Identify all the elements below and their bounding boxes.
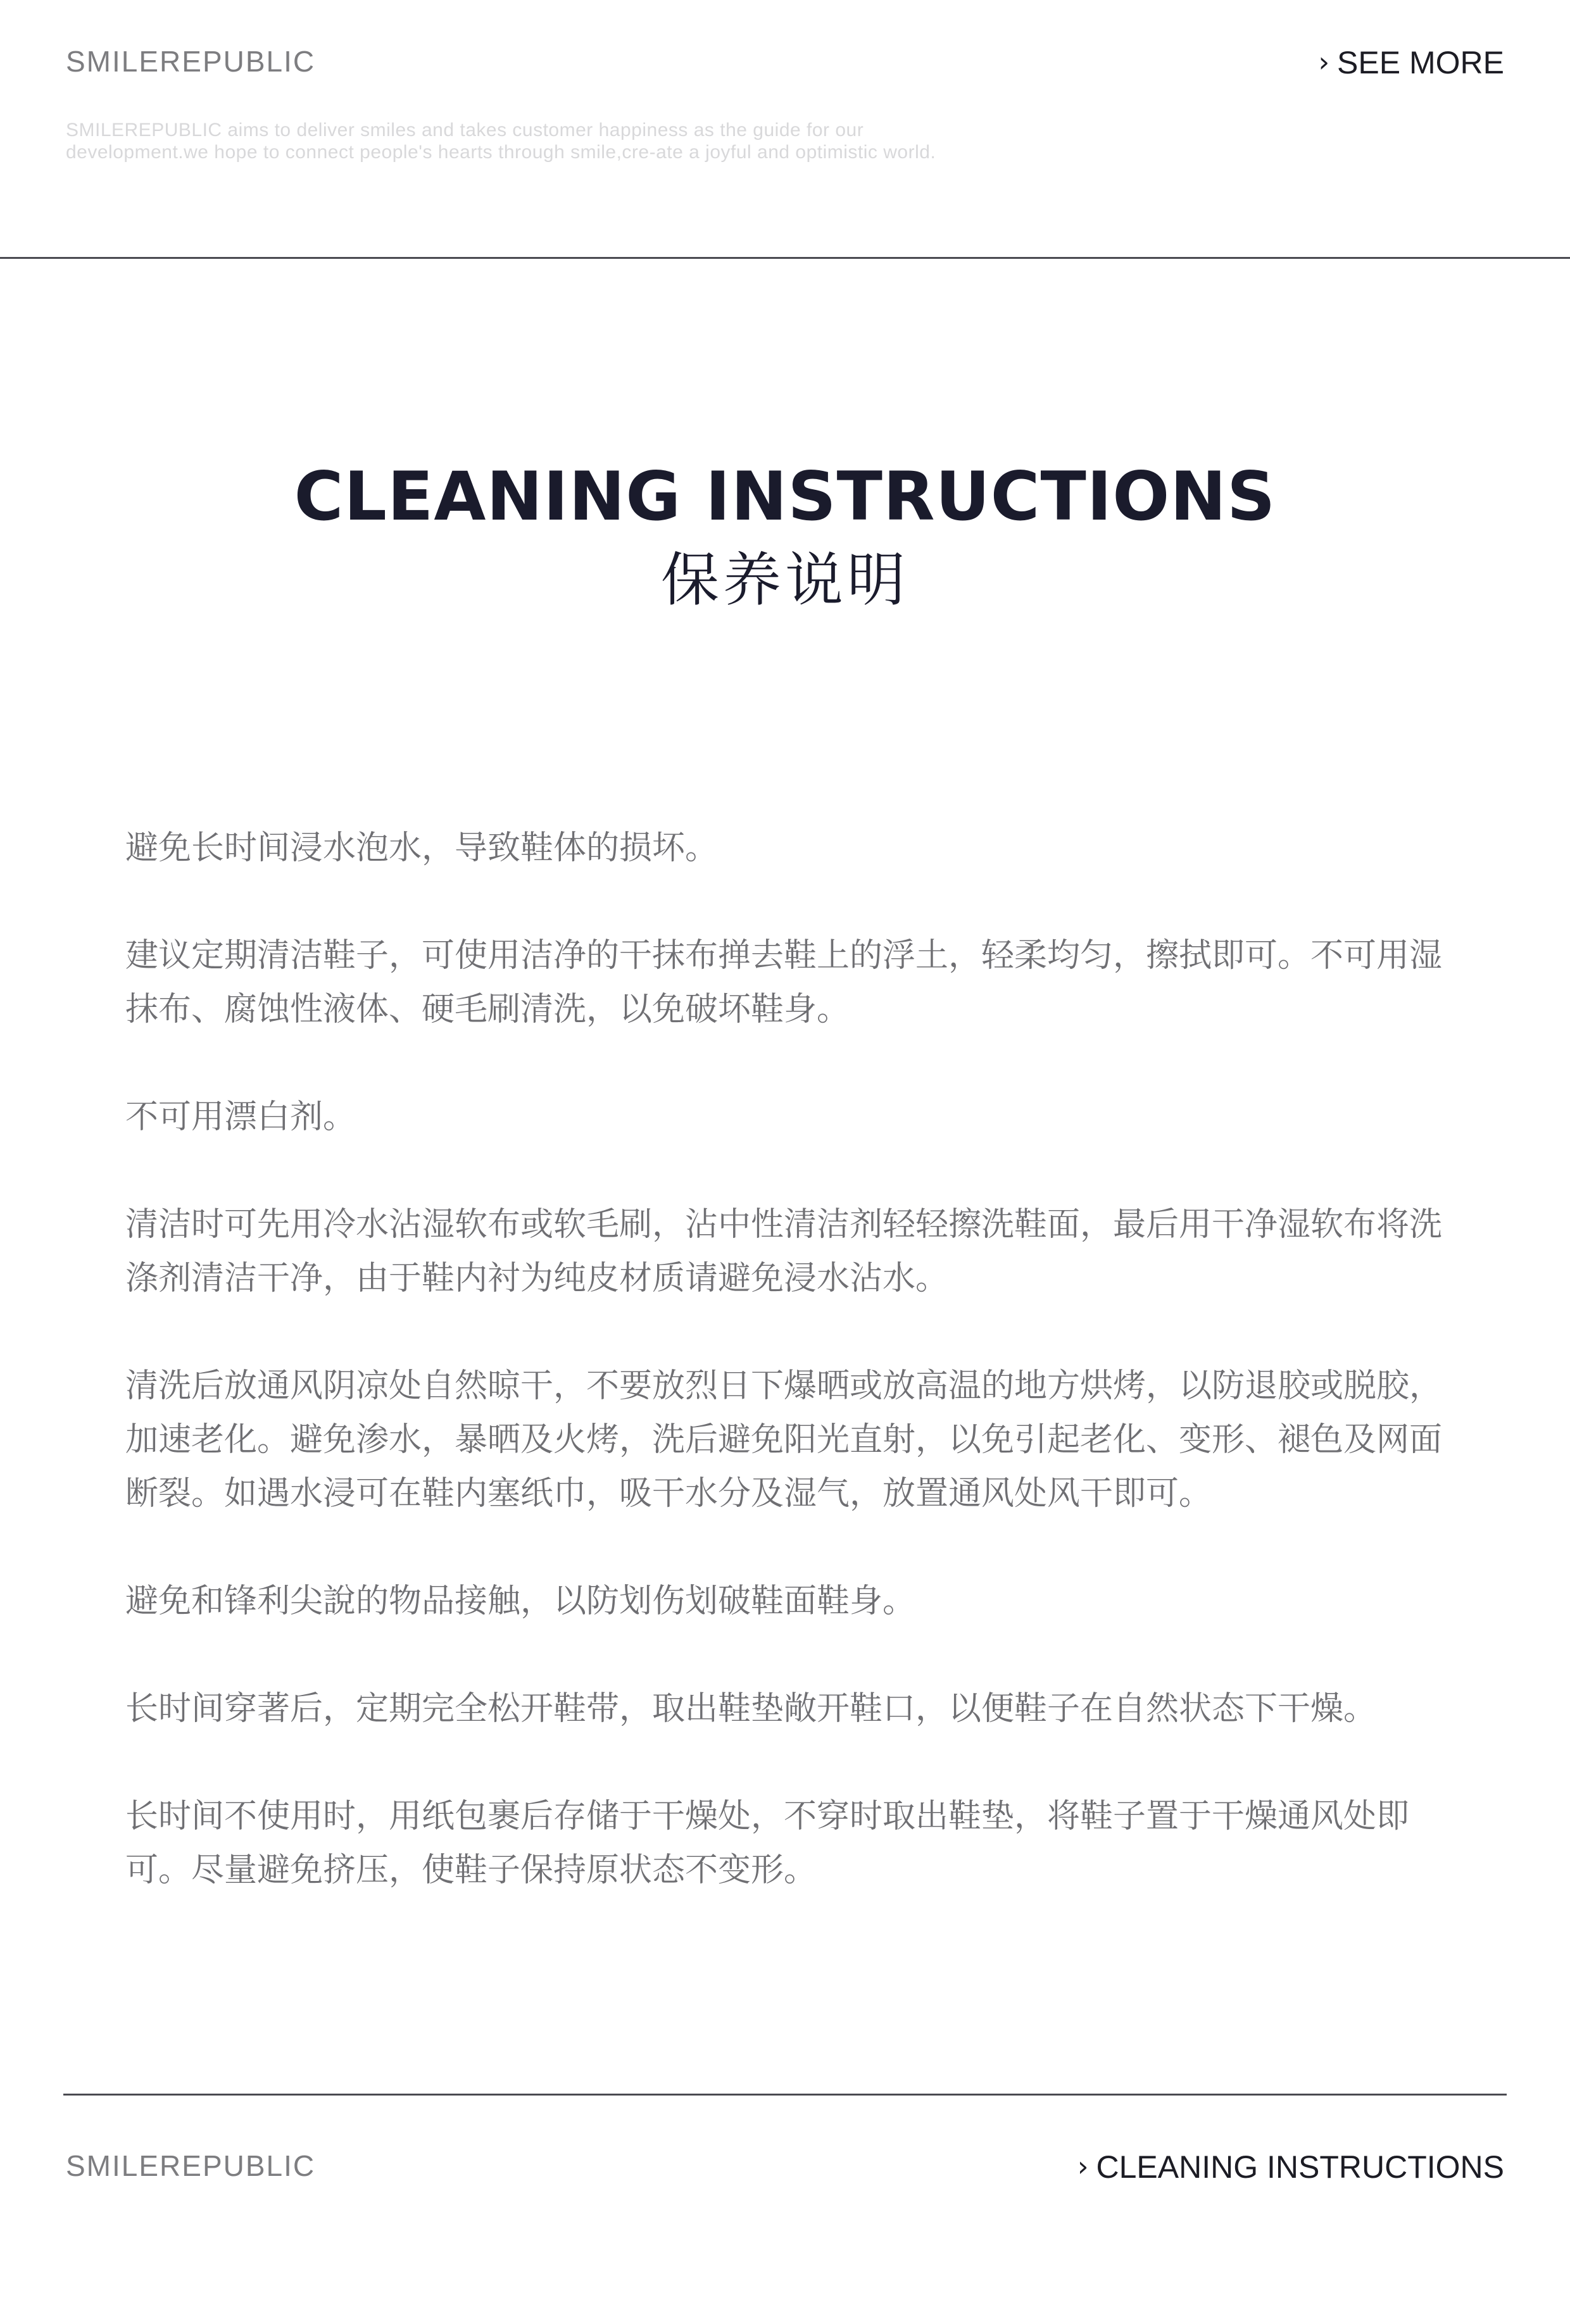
page-title: CLEANING INSTRUCTIONS	[294, 458, 1276, 535]
instruction-paragraph: 长时间不使用时，用纸包裹后存储于干燥处，不穿时取出鞋垫，将鞋子置于干燥通风处即可。尽量避免挤压，使鞋子保持原状态不变形。	[125, 1797, 1410, 1889]
chevron-right-icon: ›	[1077, 2151, 1089, 2183]
footer-divider	[63, 2094, 1507, 2096]
title-block	[0, 456, 1570, 615]
instruction-paragraph: 不可用漂白剂。	[125, 1098, 356, 1136]
header-divider	[0, 257, 1570, 259]
page-header	[0, 0, 1570, 258]
footer-cleaning-instructions-link[interactable]	[1077, 2149, 1504, 2185]
brand-name: SMILEREPUBLIC	[66, 45, 316, 78]
instruction-paragraph: 长时间穿著后，定期完全松开鞋带，取出鞋垫敞开鞋口，以便鞋子在自然状态下干燥。	[125, 1690, 1377, 1728]
instructions-list	[125, 822, 1448, 1951]
brand-tagline: SMILEREPUBLIC aims to deliver smiles and takes customer happiness as the guide for our development.we hope to connect people's hearts through smile,cre-ate a joyful and optimistic world.	[66, 120, 936, 163]
instruction-paragraph: 建议定期清洁鞋子，可使用洁净的干抹布掸去鞋上的浮土，轻柔均匀，擦拭即可。不可用湿抹布、腐蚀性液体、硬毛刷清洗，以免破坏鞋身。	[125, 937, 1443, 1028]
instruction-paragraph: 清洁时可先用冷水沾湿软布或软毛刷，沾中性清洁剂轻轻擦洗鞋面，最后用干净湿软布将洗涤剂清洁干净，由于鞋内衬为纯皮材质请避免浸水沾水。	[125, 1206, 1443, 1297]
instruction-paragraph: 避免和锋利尖說的物品接触，以防划伤划破鞋面鞋身。	[125, 1582, 916, 1620]
see-more-label: SEE MORE	[1337, 45, 1504, 80]
footer-brand-name: SMILEREPUBLIC	[66, 2149, 316, 2182]
instruction-paragraph: 清洗后放通风阴凉处自然晾干，不要放烈日下爆晒或放高温的地方烘烤，以防退胶或脱胶，加速老化。避免渗水，暴晒及火烤，洗后避免阳光直射，以免引起老化、变形、褪色及网面断裂。如遇水浸可在鞋内塞纸巾，吸干水分及湿气，放置通风处风干即可。	[125, 1367, 1443, 1513]
page-subtitle: 保养说明	[660, 546, 909, 614]
footer-link-label: CLEANING INSTRUCTIONS	[1096, 2149, 1504, 2185]
see-more-link[interactable]	[1318, 44, 1504, 81]
chevron-right-icon: ›	[1318, 46, 1330, 78]
instruction-paragraph: 避免长时间浸水泡水，导致鞋体的损坏。	[125, 829, 719, 867]
